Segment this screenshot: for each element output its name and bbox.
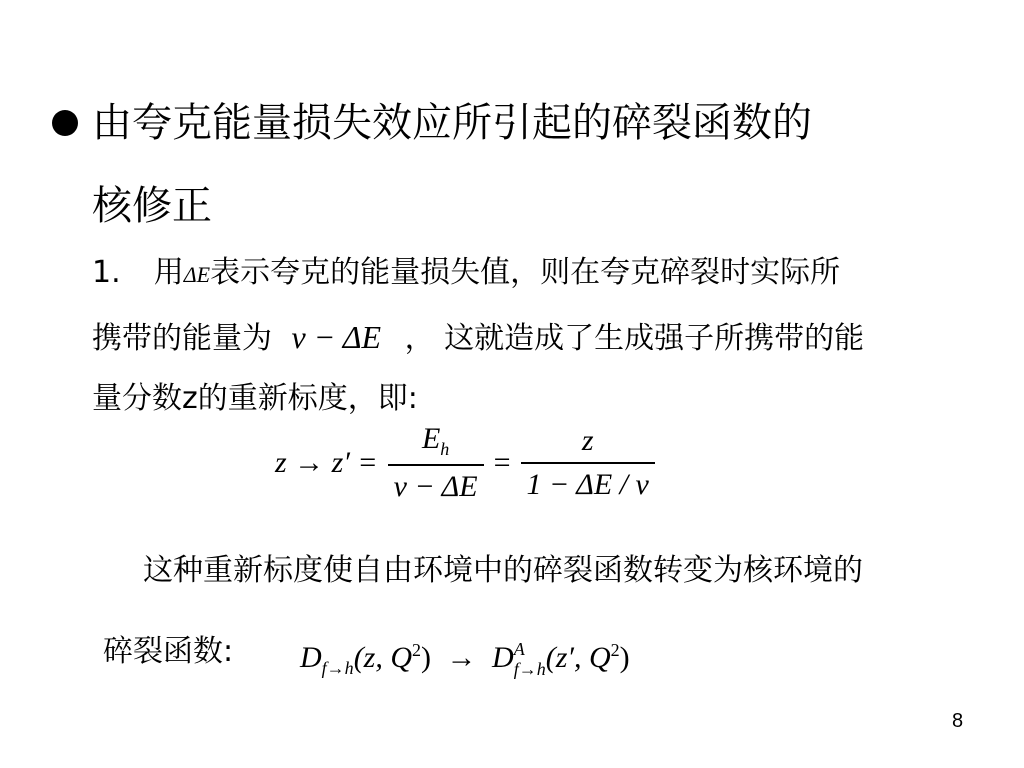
eq1-fraction-2 [521, 424, 655, 502]
energy-expression: ν − ΔE [291, 319, 382, 355]
point1-line2 [92, 321, 864, 354]
point1-line1 [92, 255, 841, 290]
eq1-frac2-denominator: 1 − ΔE / ν [526, 468, 649, 501]
point1-text-a: 用 [153, 255, 184, 290]
eq1-frac1-numerator: $E_h$ [421, 422, 450, 459]
point1-text-d: ， 这就造成了生成强子所携带的能 [404, 321, 865, 356]
eq1-frac2-numerator: z [581, 424, 594, 457]
eq2-arrow: → [446, 641, 477, 674]
rescaling-equation [275, 422, 655, 504]
point1-line3: 量分数z的重新标度，即: [92, 381, 418, 416]
point1-text-c: 携带的能量为 [92, 321, 272, 356]
eq1-equals: = [493, 446, 511, 479]
delta-e-symbol: ΔE [183, 262, 211, 287]
point1-number: 1. [92, 255, 121, 290]
slide-heading-line2: 核修正 [92, 183, 212, 229]
eq1-frac1-denominator: ν − ΔE [393, 470, 478, 503]
eq1-lhs: z → z′ = [275, 446, 378, 479]
eq2-d1: $D_{f\to h}$ [300, 641, 354, 678]
point1-text-b: 表示夸克的能量损失值，则在夸克碎裂时实际所 [210, 255, 841, 290]
eq1-fraction-1 [388, 422, 484, 504]
fragmentation-equation: $D_{f\to h}(z$, $Q^2) \to D$ A f→h (z′, $Q^2$) [300, 639, 630, 680]
page-number: 8 [952, 710, 964, 732]
bullet-dot [52, 110, 78, 136]
fragmentation-label: 碎裂函数: [103, 634, 234, 669]
slide-heading-line1: 由夸克能量损失效应所引起的碎裂函数的 [92, 100, 812, 146]
rescaling-sentence: 这种重新标度使自由环境中的碎裂函数转变为核环境的 [143, 553, 863, 588]
eq2-d2: D A f→h [492, 639, 546, 680]
